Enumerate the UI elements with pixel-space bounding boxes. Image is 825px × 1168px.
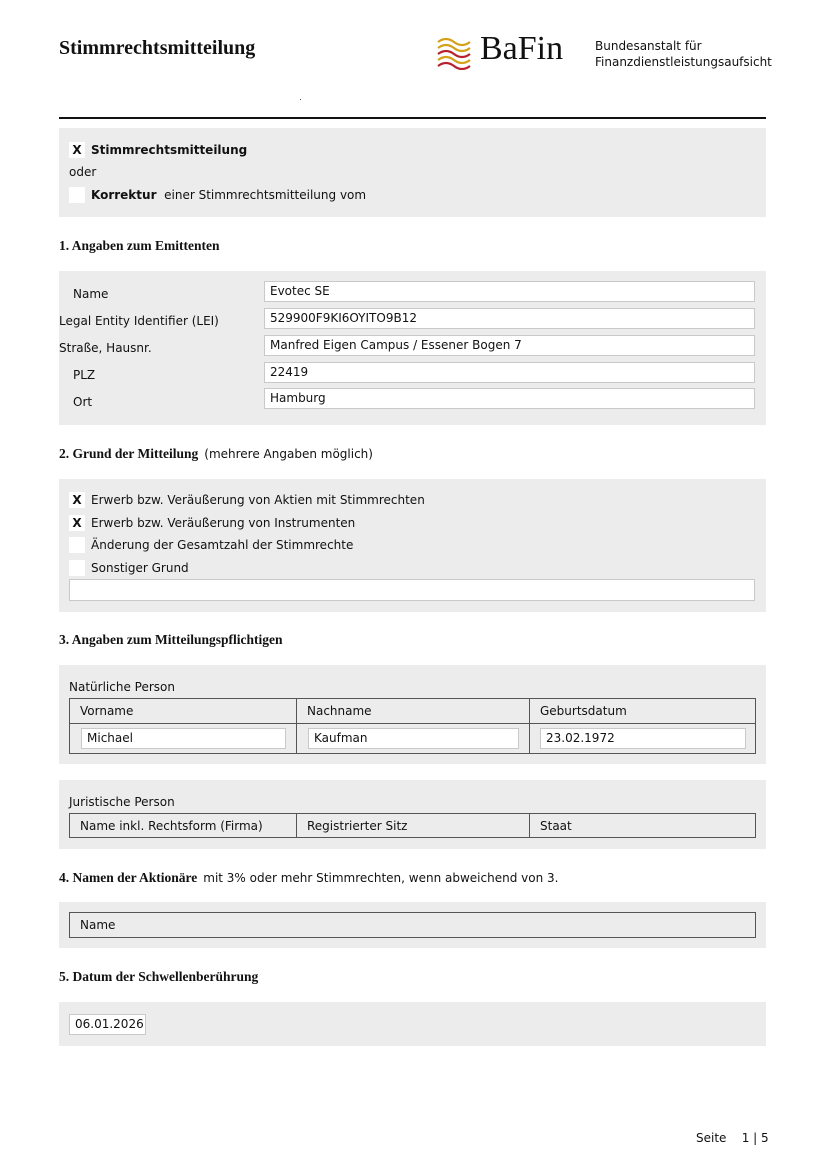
geburtsdatum-field[interactable]: 23.02.1972 [540,728,746,749]
natural-person-panel [59,665,766,764]
bafin-waves-icon [436,36,476,70]
section2-heading-text: 2. Grund der Mitteilung [59,446,199,461]
section3-heading: 3. Angaben zum Mitteilungspflichtigen [59,632,283,647]
natural-person-table-divider [70,723,755,724]
issuer-plz-label: PLZ [73,368,96,382]
page-title: Stimmrechtsmitteilung [59,37,256,59]
threshold-date-field[interactable]: 06.01.2026 [69,1014,146,1035]
shareholders-table [69,912,756,938]
label-oder: oder [69,165,97,179]
issuer-plz-field[interactable]: 22419 [264,362,755,383]
issuer-panel [59,271,766,425]
section1-heading: 1. Angaben zum Emittenten [59,238,220,253]
section4-note: mit 3% oder mehr Stimmrechten, wenn abweichend von 3. [203,871,559,885]
issuer-ort-field[interactable]: Hamburg [264,388,755,409]
logo-subtitle-line1: Bundesanstalt für [595,39,702,53]
natural-person-table [69,698,756,754]
section2-heading [59,446,373,462]
bafin-logo [436,36,476,70]
natural-person-col-divider-2 [529,699,530,753]
legal-person-col-divider-2 [529,814,530,837]
issuer-lei-field[interactable]: 529900F9KI6OYITO9B12 [264,308,755,329]
section5-heading: 5. Datum der Schwellenberührung [59,969,259,984]
legal-person-col-divider-1 [296,814,297,837]
page-footer [696,1131,769,1145]
header-rule [59,117,766,119]
threshold-date-panel [59,1002,766,1046]
section2-note: (mehrere Angaben möglich) [204,447,373,461]
shareholders-panel [59,902,766,948]
nachname-field[interactable]: Kaufman [308,728,519,749]
label-reason-shares: Erwerb bzw. Veräußerung von Aktien mit Stimmrechten [91,493,425,507]
footer-page-number: 1 | 5 [741,1131,769,1145]
legal-person-panel [59,780,766,849]
header-firma: Name inkl. Rechtsform (Firma) [80,819,263,833]
checkbox-reason-total[interactable] [69,537,85,553]
label-korrektur-bold: Korrektur [91,188,157,202]
notice-type-panel [59,128,766,217]
header-shareholder-name: Name [80,918,116,932]
checkbox-reason-shares[interactable]: X [69,492,85,508]
logo-subtitle [595,38,772,70]
legal-person-title: Juristische Person [69,795,175,809]
natural-person-title: Natürliche Person [69,680,175,694]
issuer-street-field[interactable]: Manfred Eigen Campus / Essener Bogen 7 [264,335,755,356]
checkbox-reason-instruments[interactable]: X [69,515,85,531]
label-korrektur [91,188,366,202]
issuer-street-label: Straße, Hausnr. [59,341,152,355]
vorname-field[interactable]: Michael [81,728,286,749]
logo-subtitle-line2: Finanzdienstleistungsaufsicht [595,55,772,69]
header-geburtsdatum: Geburtsdatum [540,704,627,718]
legal-person-table [69,813,756,838]
stray-dot [300,99,301,100]
checkbox-korrektur[interactable] [69,187,85,203]
header-vorname: Vorname [80,704,134,718]
header-sitz: Registrierter Sitz [307,819,408,833]
label-reason-total: Änderung der Gesamtzahl der Stimmrechte [91,538,354,552]
section4-heading [59,870,558,886]
issuer-name-label: Name [73,287,109,301]
reason-other-field[interactable] [69,579,755,601]
issuer-name-field[interactable]: Evotec SE [264,281,755,302]
label-stimmrechtsmitteilung: Stimmrechtsmitteilung [91,143,248,157]
label-reason-instruments: Erwerb bzw. Veräußerung von Instrumenten [91,516,356,530]
checkbox-reason-other[interactable] [69,560,85,576]
footer-label: Seite [696,1131,727,1145]
label-reason-other: Sonstiger Grund [91,561,189,575]
natural-person-col-divider-1 [296,699,297,753]
checkbox-stimmrechtsmitteilung[interactable]: X [69,142,85,158]
header-staat: Staat [540,819,572,833]
issuer-ort-label: Ort [73,395,93,409]
label-korrektur-rest: einer Stimmrechtsmitteilung vom [164,188,367,202]
header-nachname: Nachname [307,704,372,718]
logo-wordmark: BaFin [480,30,564,67]
issuer-lei-label: Legal Entity Identifier (LEI) [59,314,219,328]
reason-panel [59,479,766,612]
section4-heading-text: 4. Namen der Aktionäre [59,870,198,885]
